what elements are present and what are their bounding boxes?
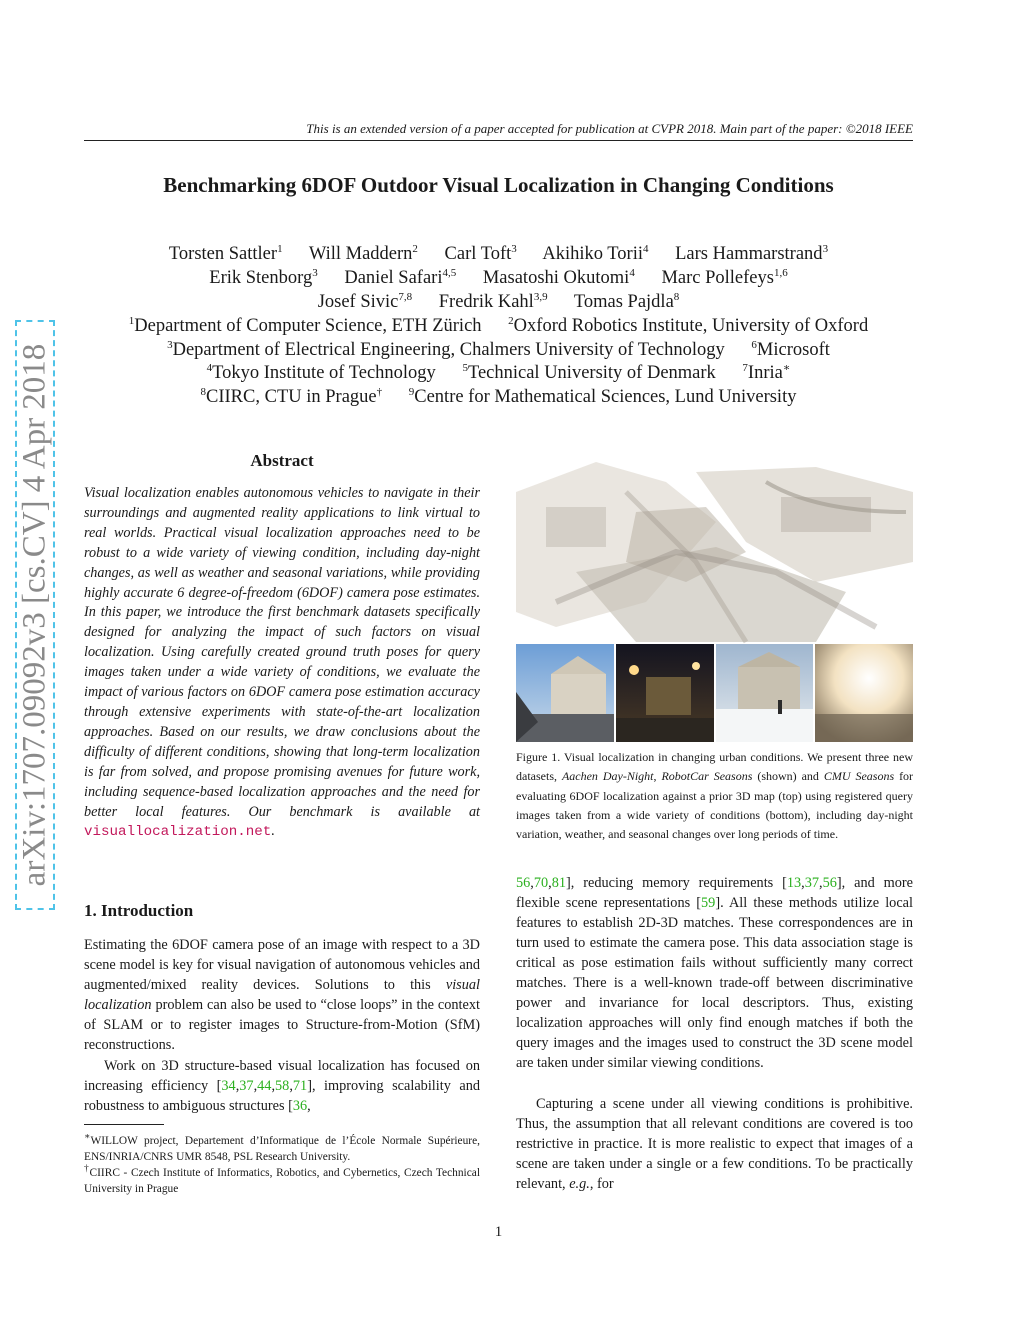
citation-link[interactable]: 34 xyxy=(221,1078,236,1094)
affiliation-line-2: $^3$Department of Electrical Engineering, Chalmers University of Technology $^6$Microsoft xyxy=(167,339,830,361)
citation-link[interactable]: 71 xyxy=(292,1078,308,1094)
point-cloud-map xyxy=(516,452,913,642)
benchmark-url-link[interactable]: visuallocalization.net xyxy=(84,824,272,841)
citation-link[interactable]: 56 xyxy=(822,875,837,891)
header-note: This is an extended version of a paper accepted for publication at CVPR 2018. Main part of the paper: ©2018 IEEE xyxy=(306,121,913,136)
query-image-day xyxy=(516,644,614,742)
citation-link[interactable]: 81 xyxy=(551,875,567,891)
citation-link[interactable]: 59 xyxy=(701,895,716,911)
header-rule xyxy=(84,140,913,141)
citation-link[interactable]: 13 xyxy=(786,875,802,891)
citation-link[interactable]: 56 xyxy=(516,875,531,891)
citation-link[interactable]: 44 xyxy=(257,1078,272,1094)
arxiv-id[interactable]: arXiv:1707.09092v3 [cs.CV] 4 Apr 2018 xyxy=(16,343,53,887)
author-line-2: Erik Stenborg$^3$ Daniel Safari$^{4,5}$ Masatoshi Okutomi$^4$ Marc Pollefeys$^{1,6}$ xyxy=(209,267,788,289)
query-image-night xyxy=(616,644,714,742)
footnote-1: ∗WILLOW project, Departement d’Informatique de l’École Normale Supérieure, ENS/INRIA/CNRS UMR 8548, PSL Research University. xyxy=(84,1132,480,1163)
paper-title: Benchmarking 6DOF Outdoor Visual Localization in Changing Conditions xyxy=(163,173,834,197)
query-image-snow xyxy=(716,644,813,742)
abstract-heading: Abstract xyxy=(250,451,314,470)
citation-link[interactable]: 70 xyxy=(533,875,549,891)
query-image-sun-glare xyxy=(815,644,913,742)
citation-link[interactable]: 37 xyxy=(804,875,820,891)
abstract-text: Visual localization enables autonomous vehicles to navigate in their surroundings and augmented reality applications to link virtual to real worlds. Practical visual localization approaches need to be robust to a wide variety of viewing condition, including day-night changes, as well as weather and seasonal variations, while providing highly accurate 6 degree-of-freedom (6DOF) camera pose estimates. In this paper, we introduce the first benchmark datasets specifically designed for analyzing the impact of such factors on visual localization. Using carefully created ground truth poses for query images taken under a wide variety of conditions, we evaluate the impact of various factors on 6DOF camera pose estimation accuracy through extensive experiments with state-of-the-art localization approaches. Based on our results, we draw conclusions about the difficulty of different conditions, showing that long-term localization is far from solved, and propose promising avenues for future work, including sequence-based localization approaches and the need for better local features. Our benchmark is available at visuallocalization.net. xyxy=(84,485,480,841)
affiliation-line-4: $^8$CIIRC, CTU in Prague† $^9$Centre for Mathematical Sciences, Lund University xyxy=(200,386,797,408)
introduction-heading: 1. Introduction xyxy=(84,901,194,920)
intro-paragraph-2: Work on 3D structure-based visual localization has focused on increasing efficiency [34,37,44,58,71], improving scalability and robustness to ambiguous structures [36, xyxy=(84,1058,480,1114)
right-column-paragraph-1: 56,70,81], reducing memory requirements [13,37,56], and more flexible scene representations [59]. All these methods utilize local features to establish 2D-3D matches. These correspondences are in turn used to estimate the camera pose. This data association stage is critical as pose estimation fails without sufficiently many correct matches. There is a well-known trade-off between discriminative power and invariance for local descriptors. Thus, existing localization approaches will only find enough matches if both the query images and the images used to construct the 3D scene model are taken under similar viewing conditions. xyxy=(516,875,913,1071)
footnote-2: †CIIRC - Czech Institute of Informatics, Robotics, and Cybernetics, Czech Technical University in Prague xyxy=(84,1164,481,1195)
figure-1-caption: Figure 1. Visual localization in changing urban conditions. We present three new datasets, Aachen Day-Night, RobotCar Seasons (shown) and CMU Seasons for evaluating 6DOF localization against a prior 3D map (top) using registered query images taken from a wide variety of conditions (bottom), including day-night variation, weather, and seasonal changes over long periods of time. xyxy=(516,750,914,842)
intro-paragraph-1: Estimating the 6DOF camera pose of an image with respect to a 3D scene model is key for visual navigation of autonomous vehicles and augmented/mixed reality devices. Solutions to this visual localization problem can also be used to “close loops” in the context of SLAM or to register images to Structure-from-Motion (SfM) reconstructions. xyxy=(84,937,480,1053)
affiliation-line-1: $^1$Department of Computer Science, ETH Zürich $^2$Oxford Robotics Institute, University of Oxford xyxy=(128,315,869,337)
citation-link[interactable]: 37 xyxy=(239,1078,254,1094)
citation-link[interactable]: 36 xyxy=(292,1098,308,1114)
figure-1-image xyxy=(516,452,913,742)
arxiv-stamp xyxy=(4,320,64,910)
footnote-rule xyxy=(84,1124,164,1125)
citation-link[interactable]: 58 xyxy=(275,1078,290,1094)
page-number: 1 xyxy=(494,1224,503,1240)
right-column-paragraph-2: Capturing a scene under all viewing conditions is prohibitive. Thus, the assumption that all relevant conditions are covered is too restrictive in practice. It is more realistic to expect that images of a scene are taken under a single or a few conditions. To be practically relevant, e.g., for xyxy=(516,1096,913,1192)
author-line-3: Josef Sivic$^{7,8}$ Fredrik Kahl$^{3,9}$ Tomas Pajdla$^8$ xyxy=(317,291,680,313)
figure-1 xyxy=(516,452,913,747)
author-line-1: Torsten Sattler$^1$ Will Maddern$^2$ Carl Toft$^3$ Akihiko Torii$^4$ Lars Hammarstrand$^3$ xyxy=(168,243,829,265)
affiliation-line-3: $^4$Tokyo Institute of Technology $^5$Technical University of Denmark $^7$Inria∗ xyxy=(206,362,791,384)
